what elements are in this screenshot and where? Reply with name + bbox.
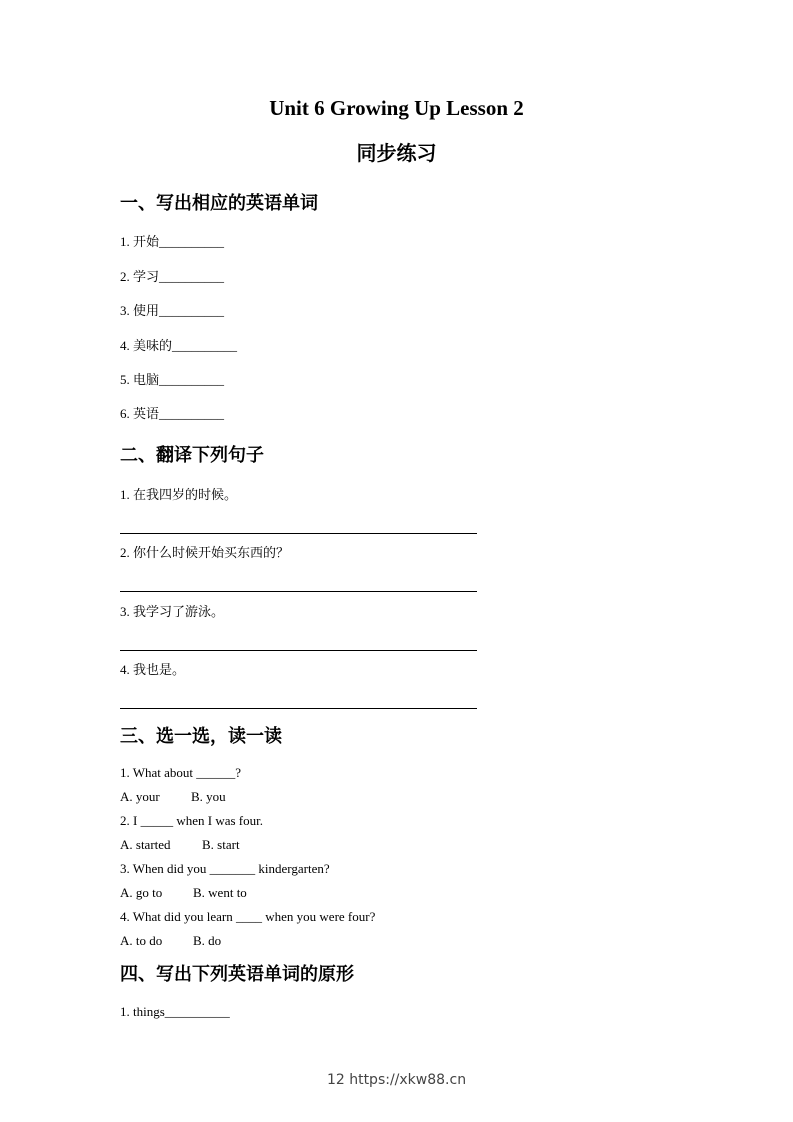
option-b[interactable]: B. start (202, 837, 240, 852)
page-footer: 12 https://xkw88.cn (326, 1072, 467, 1088)
answer-line[interactable] (120, 650, 477, 651)
option-a[interactable]: A. your (120, 789, 160, 804)
option-b[interactable]: B. went to (193, 885, 247, 900)
section-1-item: 4. 美味的__________ (120, 338, 238, 353)
section-2-item: 4. 我也是。 (120, 662, 186, 677)
page-subtitle: 同步练习 (356, 141, 437, 165)
section-4-heading: 四、写出下列英语单词的原形 (120, 964, 354, 985)
question: 2. I _____ when I was four. (120, 813, 263, 828)
answer-line[interactable] (120, 708, 477, 709)
section-4-item: 1. things__________ (120, 1004, 230, 1019)
options-row (120, 933, 221, 949)
section-2-heading: 二、翻译下列句子 (120, 445, 264, 466)
section-1-item: 5. 电脑__________ (120, 372, 225, 387)
answer-line[interactable] (120, 533, 477, 534)
section-2-item: 2. 你什么时候开始买东西的？ (120, 545, 290, 560)
question: 1. What about ______? (120, 765, 242, 780)
option-a[interactable]: A. to do (120, 933, 163, 948)
section-3-heading: 三、选一选，读一读 (120, 726, 282, 747)
option-b[interactable]: B. do (193, 933, 222, 948)
page-title: Unit 6 Growing Up Lesson 2 (269, 96, 524, 120)
options-row (120, 789, 226, 805)
section-2-item: 1. 在我四岁的时候。 (120, 487, 238, 502)
section-2-item: 3. 我学习了游泳。 (120, 604, 225, 619)
section-1-item: 2. 学习__________ (120, 269, 225, 284)
section-1-item: 3. 使用__________ (120, 303, 225, 318)
question: 4. What did you learn ____ when you were four? (120, 909, 376, 924)
section-1-item: 6. 英语__________ (120, 406, 225, 421)
option-a[interactable]: A. go to (120, 885, 163, 900)
option-a[interactable]: A. started (120, 837, 171, 852)
option-b[interactable]: B. you (191, 789, 226, 804)
question: 3. When did you _______ kindergarten? (120, 861, 330, 876)
options-row (120, 837, 240, 853)
section-1-heading: 一、写出相应的英语单词 (120, 193, 318, 214)
options-row (120, 885, 247, 901)
answer-line[interactable] (120, 591, 477, 592)
section-1-item: 1. 开始__________ (120, 234, 225, 249)
